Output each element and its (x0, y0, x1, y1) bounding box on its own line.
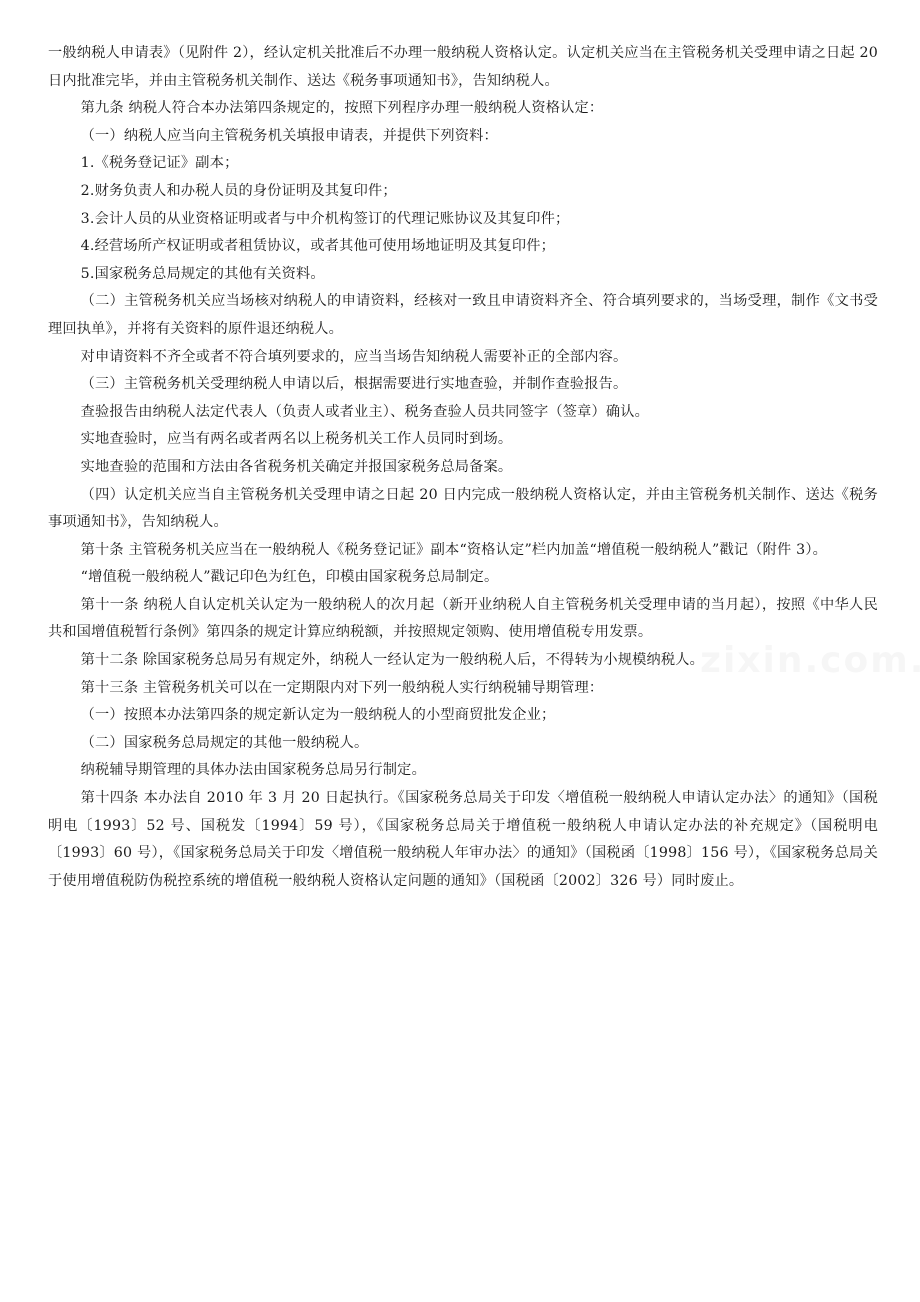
article-9-item-1: （一）纳税人应当向主管税务机关填报申请表，并提供下列资料： (80, 127, 498, 144)
article-10-note: “增值税一般纳税人”戳记印色为红色，印模由国家税务总局制定。 (80, 569, 499, 586)
article-9-item-3-note-2: 实地查验时，应当有两名或者两名以上税务机关工作人员同时到场。 (80, 431, 513, 448)
material-item-4: 4.经营场所产权证明或者租赁协议，或者其他可使用场地证明及其复印件； (80, 238, 555, 255)
article-9-item-3: （三）主管税务机关受理纳税人申请以后，根据需要进行实地查验，并制作查验报告。 (80, 376, 628, 393)
article-9-item-4: （四）认定机关应当自主管税务机关受理申请之日起 20 日内完成一般纳税人资格认定，并由主管税务机关制作、送达《税务事项通知书》，告知纳税人。 (48, 486, 878, 531)
article-14: 第十四条 本办法自 2010 年 3 月 20 日起执行。《国家税务总局关于印发〈增值税一般纳税人申请认定办法〉的通知》（国税明电〔1993〕52 号、国税发〔1994〕59 号），《国家税务总局关于增值税一般纳税人申请认定办法的补充规定》（国税明电〔1993〕60 号），《国家税务总局关于印发〈增值税一般纳税人年审办法〉的通知》（国税函〔1998〕156 号），《国家税务总局关于使用增值税防伪税控系统的增值税一般纳税人资格认定问题的通知》（国税函〔2002〕326 号）同时废止。 (48, 790, 878, 889)
article-13-note: 纳税辅导期管理的具体办法由国家税务总局另行制定。 (80, 762, 426, 779)
article-9-item-2-note: 对申请资料不齐全或者不符合填列要求的，应当当场告知纳税人需要补正的全部内容。 (80, 348, 628, 365)
article-13-item-2: （二）国家税务总局规定的其他一般纳税人。 (80, 734, 369, 751)
material-item-2: 2.财务负责人和办税人员的身份证明及其复印件； (80, 182, 397, 199)
article-9-heading: 第九条 纳税人符合本办法第四条规定的，按照下列程序办理一般纳税人资格认定： (80, 100, 604, 117)
material-item-5: 5.国家税务总局规定的其他有关资料。 (80, 265, 325, 282)
article-10: 第十条 主管税务机关应当在一般纳税人《税务登记证》副本“资格认定”栏内加盖“增值税一般纳税人”戳记（附件 3）。 (80, 541, 828, 558)
document-body (48, 40, 878, 895)
article-9-item-3-note-1: 查验报告由纳税人法定代表人（负责人或者业主）、税务查验人员共同签字（签章）确认。 (80, 403, 650, 420)
article-11: 第十一条 纳税人自认定机关认定为一般纳税人的次月起（新开业纳税人自主管税务机关受理申请的当月起），按照《中华人民共和国增值税暂行条例》第四条的规定计算应纳税额，并按照规定领购、使用增值税专用发票。 (48, 596, 878, 641)
article-9-item-2: （二）主管税务机关应当场核对纳税人的申请资料，经核对一致且申请资料齐全、符合填列要求的，当场受理，制作《文书受理回执单》，并将有关资料的原件退还纳税人。 (48, 293, 878, 337)
paragraph-continuation: 一般纳税人申请表》（见附件 2），经认定机关批准后不办理一般纳税人资格认定。认定机关应当在主管税务机关受理申请之日起 20 日内批准完毕，并由主管税务机关制作、送达《税务事项通知书》，告知纳税人。 (48, 45, 878, 89)
material-item-1: 1.《税务登记证》副本； (80, 155, 239, 172)
article-13-item-1: （一）按照本办法第四条的规定新认定为一般纳税人的小型商贸批发企业； (80, 707, 556, 724)
article-12: 第十二条 除国家税务总局另有规定外，纳税人一经认定为一般纳税人后，不得转为小规模纳税人。 (80, 652, 705, 669)
article-9-item-3-note-3: 实地查验的范围和方法由各省税务机关确定并报国家税务总局备案。 (80, 458, 513, 475)
material-item-3: 3.会计人员的从业资格证明或者与中介机构签订的代理记账协议及其复印件； (80, 210, 570, 227)
article-13: 第十三条 主管税务机关可以在一定期限内对下列一般纳税人实行纳税辅导期管理： (80, 679, 604, 696)
